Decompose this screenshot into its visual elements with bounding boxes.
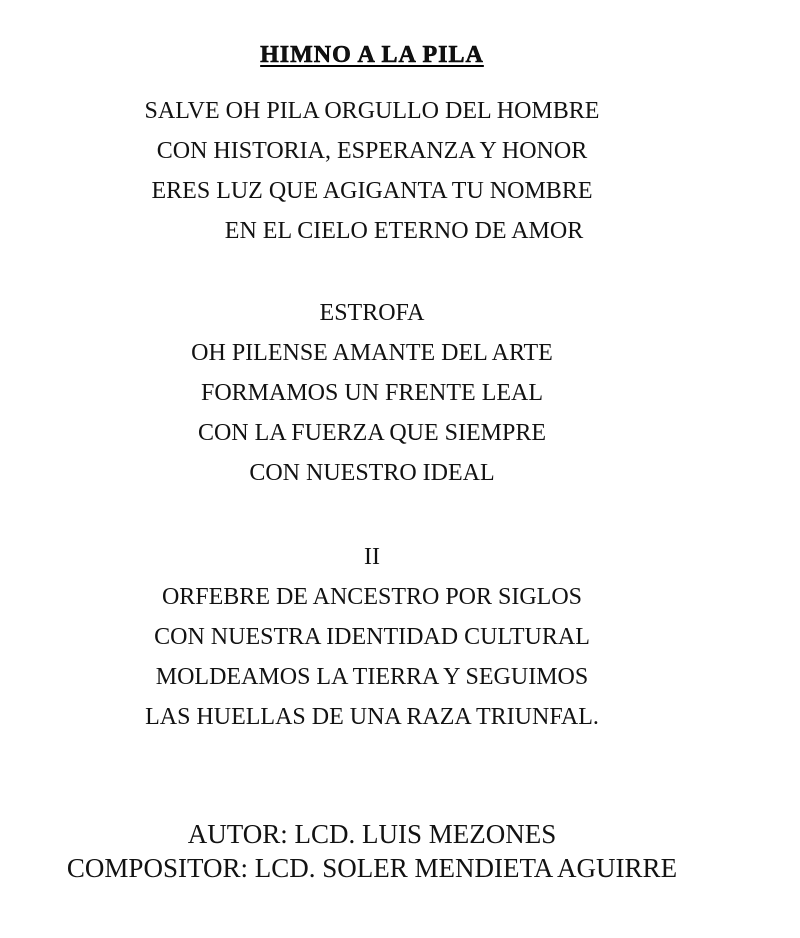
poem-line: CON NUESTRO IDEAL	[249, 460, 495, 486]
poem-line: SALVE OH PILA ORGULLO DEL HOMBRE	[144, 98, 600, 124]
poem-line: ORFEBRE DE ANCESTRO POR SIGLOS	[161, 584, 583, 610]
author-line: AUTOR: LCD. LUIS MEZONES	[187, 819, 557, 849]
poem-line: CON HISTORIA, ESPERANZA Y HONOR	[156, 138, 588, 164]
stanza-1	[0, 91, 744, 251]
stanza-3	[0, 537, 744, 737]
poem-line: LAS HUELLAS DE UNA RAZA TRIUNFAL.	[145, 704, 599, 730]
poem-line: FORMAMOS UN FRENTE LEAL	[200, 380, 544, 406]
stanza-heading: II	[364, 544, 380, 570]
poem-line: ERES LUZ QUE AGIGANTA TU NOMBRE	[151, 178, 593, 204]
document-title: HIMNO A LA PILA	[260, 42, 484, 68]
poem-line: CON NUESTRA IDENTIDAD CULTURAL	[154, 624, 590, 650]
credits-footer	[0, 817, 744, 885]
stanza-heading: ESTROFA	[319, 300, 425, 326]
poem-line: CON LA FUERZA QUE SIEMPRE	[197, 420, 547, 446]
poem-line: EN EL CIELO ETERNO DE AMOR	[224, 218, 584, 244]
stanza-2	[0, 293, 744, 493]
poem-line: OH PILENSE AMANTE DEL ARTE	[191, 340, 553, 366]
composer-line: COMPOSITOR: LCD. SOLER MENDIETA AGUIRRE	[66, 853, 678, 883]
poem-line: MOLDEAMOS LA TIERRA Y SEGUIMOS	[155, 664, 589, 690]
